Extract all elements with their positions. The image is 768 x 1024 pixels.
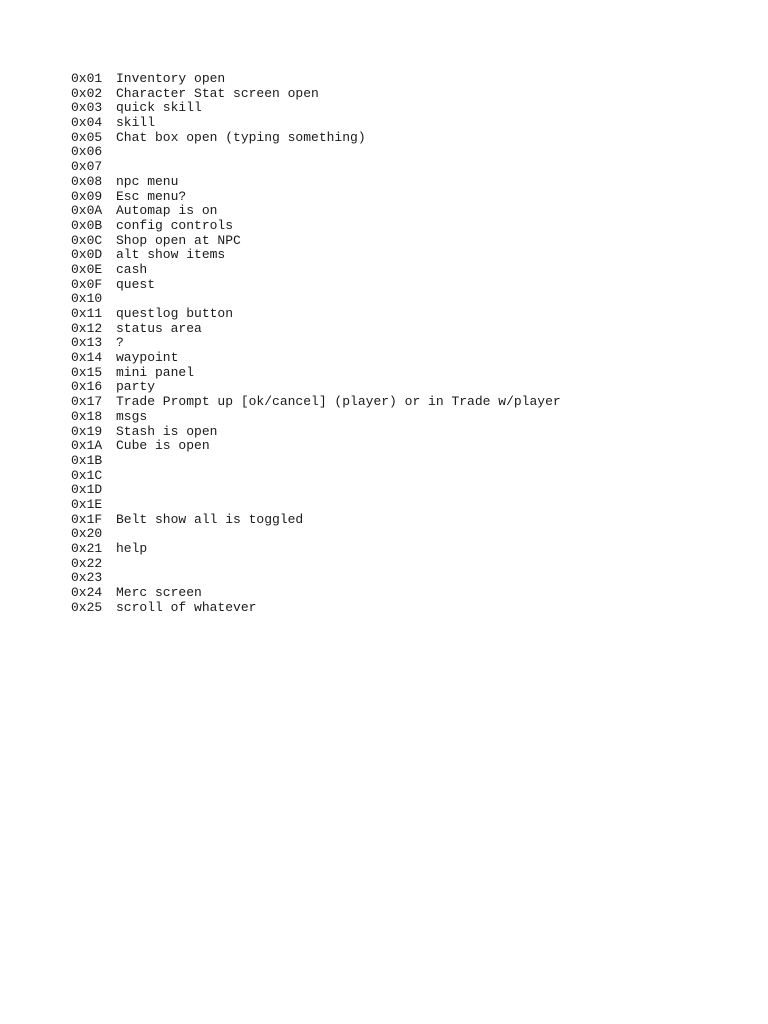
code-entry-row <box>71 439 561 454</box>
hex-code: 0x01 <box>71 71 103 86</box>
hex-code: 0x1C <box>71 467 103 483</box>
hex-code: 0x0B <box>71 217 103 233</box>
code-description: questlog button <box>116 306 234 321</box>
hex-code: 0x15 <box>71 364 103 380</box>
hex-code: 0x19 <box>71 423 103 439</box>
code-entry-row <box>71 234 561 249</box>
code-description: status area <box>116 320 202 336</box>
code-entry-row <box>71 513 561 528</box>
code-entry-row <box>71 542 561 557</box>
code-entry-row <box>71 454 561 469</box>
hex-code: 0x21 <box>71 541 103 556</box>
hex-code: 0x03 <box>71 100 103 116</box>
hex-code: 0x09 <box>71 188 103 204</box>
code-entry-row <box>71 395 561 410</box>
code-description: waypoint <box>116 350 179 366</box>
hex-code: 0x07 <box>71 159 103 175</box>
code-entry-row <box>71 380 561 395</box>
code-description: mini panel <box>116 364 195 380</box>
hex-code: 0x22 <box>71 555 103 571</box>
hex-code: 0x13 <box>71 335 103 351</box>
code-description: Character Stat screen open <box>116 85 319 101</box>
code-description: ? <box>116 335 124 351</box>
hex-code: 0x0F <box>71 276 103 292</box>
code-entry-row <box>71 366 561 381</box>
ui-state-code-list <box>71 72 561 615</box>
code-description: config controls <box>116 217 234 233</box>
code-entry-row <box>71 336 561 351</box>
code-entry-row <box>71 116 561 131</box>
code-description: Esc menu? <box>116 188 187 204</box>
code-entry-row <box>71 351 561 366</box>
hex-code: 0x1A <box>71 438 103 454</box>
code-description: Automap is on <box>116 203 218 219</box>
hex-code: 0x1F <box>71 511 103 527</box>
hex-code: 0x05 <box>71 129 103 145</box>
code-entry-row <box>71 498 561 513</box>
code-description: Belt show all is toggled <box>116 511 304 527</box>
hex-code: 0x10 <box>71 291 103 307</box>
code-entry-row <box>71 410 561 425</box>
hex-code: 0x1E <box>71 496 103 512</box>
code-description: quest <box>116 276 156 292</box>
code-description: Stash is open <box>116 423 218 439</box>
code-entry-row <box>71 425 561 440</box>
code-description: party <box>116 379 156 395</box>
hex-code: 0x1B <box>71 452 103 468</box>
code-entry-row <box>71 292 561 307</box>
code-description: skill <box>116 115 156 131</box>
code-entry-row <box>71 601 561 616</box>
hex-code: 0x17 <box>71 394 103 410</box>
hex-code: 0x0D <box>71 247 103 263</box>
hex-code: 0x25 <box>71 599 103 615</box>
code-entry-row <box>71 145 561 160</box>
code-entry-row <box>71 278 561 293</box>
hex-code: 0x0C <box>71 232 103 248</box>
code-entry-row <box>71 263 561 278</box>
code-description: scroll of whatever <box>116 599 257 615</box>
code-description: cash <box>116 261 148 277</box>
code-entry-row <box>71 219 561 234</box>
code-entry-row <box>71 131 561 146</box>
hex-code: 0x04 <box>71 115 103 131</box>
hex-code: 0x23 <box>71 570 103 586</box>
code-entry-row <box>71 483 561 498</box>
code-description: help <box>116 541 148 556</box>
hex-code: 0x11 <box>71 306 103 321</box>
hex-code: 0x0E <box>71 261 103 277</box>
code-description: alt show items <box>116 247 226 263</box>
code-entry-row <box>71 527 561 542</box>
code-entry-row <box>71 175 561 190</box>
hex-code: 0x18 <box>71 408 103 424</box>
code-entry-row <box>71 248 561 263</box>
code-entry-row <box>71 557 561 572</box>
hex-code: 0x24 <box>71 585 103 601</box>
code-entry-row <box>71 322 561 337</box>
code-description: Cube is open <box>116 438 210 454</box>
hex-code: 0x14 <box>71 350 103 366</box>
code-entry-row <box>71 307 561 322</box>
code-description: Trade Prompt up [ok/cancel] (player) or in Trade w/player <box>116 394 561 410</box>
code-entry-row <box>71 571 561 586</box>
code-entry-row <box>71 190 561 205</box>
code-description: Inventory open <box>116 71 226 86</box>
code-entry-row <box>71 586 561 601</box>
code-entry-row <box>71 87 561 102</box>
hex-code: 0x0A <box>71 203 103 219</box>
hex-code: 0x1D <box>71 482 103 498</box>
hex-code: 0x06 <box>71 144 103 160</box>
hex-code: 0x08 <box>71 173 103 189</box>
code-description: quick skill <box>116 100 202 116</box>
code-entry-row <box>71 160 561 175</box>
code-entry-row <box>71 101 561 116</box>
code-description: Chat box open (typing something) <box>116 129 366 145</box>
code-entry-row <box>71 469 561 484</box>
code-description: npc menu <box>116 173 179 189</box>
code-description: Merc screen <box>116 585 202 601</box>
code-description: Shop open at NPC <box>116 232 241 248</box>
hex-code: 0x16 <box>71 379 103 395</box>
code-entry-row <box>71 204 561 219</box>
hex-code: 0x02 <box>71 85 103 101</box>
code-description: msgs <box>116 408 148 424</box>
code-entry-row <box>71 72 561 87</box>
hex-code: 0x20 <box>71 526 103 542</box>
hex-code: 0x12 <box>71 320 103 336</box>
